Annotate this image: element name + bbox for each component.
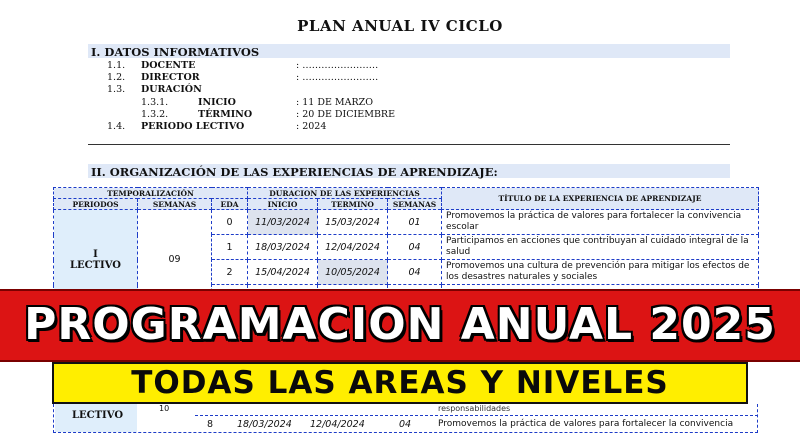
titulo-cell: Promovemos una cultura de prevención para mitigar los efectos de los desastres naturales y sociales	[442, 260, 759, 285]
datos-label-termino: TÉRMINO	[198, 109, 253, 120]
semanas-dur-cell: 04	[388, 235, 442, 260]
separator-line	[88, 144, 730, 145]
lower-eda: 8	[207, 419, 214, 430]
termino-cell: 15/03/2024	[318, 210, 388, 235]
lower-fragment-text: responsabilidades	[438, 404, 511, 413]
termino-cell: 12/04/2024	[318, 235, 388, 260]
datos-value-periodo: : 2024	[296, 121, 327, 132]
periodo-cell: I LECTIVO	[54, 210, 138, 310]
datos-value-director: : ……………………	[296, 72, 379, 83]
header-inicio: INICIO	[248, 199, 318, 210]
lower-row-divider	[195, 415, 758, 416]
inicio-cell: 18/03/2024	[248, 235, 318, 260]
datos-num-3: 1.3.	[107, 84, 126, 95]
lower-semanas-value: 10	[159, 404, 170, 413]
header-titulo: TÍTULO DE LA EXPERIENCIA DE APRENDIZAJE	[442, 188, 759, 210]
datos-label-inicio: INICIO	[198, 97, 236, 108]
lower-periodo-label: LECTIVO	[72, 410, 124, 421]
datos-label-duracion: DURACIÓN	[141, 84, 202, 95]
eda-cell: 1	[212, 235, 248, 260]
table-group-header-row	[54, 188, 759, 199]
semanas-cell: 09	[138, 210, 212, 310]
table-row	[54, 210, 759, 235]
datos-value-termino: : 20 DE DICIEMBRE	[296, 109, 396, 120]
section2-heading: II. ORGANIZACIÓN DE LAS EXPERIENCIAS DE APRENDIZAJE:	[91, 165, 498, 179]
datos-label-director: DIRECTOR	[141, 72, 200, 83]
datos-num-31: 1.3.1.	[141, 97, 169, 108]
datos-value-docente: : ……………………	[296, 60, 379, 71]
datos-num-32: 1.3.2.	[141, 109, 169, 120]
eda-cell: 0	[212, 210, 248, 235]
header-eda: EDA	[212, 199, 248, 210]
inicio-cell: 15/04/2024	[248, 260, 318, 285]
datos-label-docente: DOCENTE	[141, 60, 196, 71]
banner-subtitle: TODAS LAS AREAS Y NIVELES	[131, 365, 669, 401]
header-termino: TERMINO	[318, 199, 388, 210]
datos-num-4: 1.4.	[107, 121, 126, 132]
header-semanas-dur: SEMANAS	[388, 199, 442, 210]
titulo-cell: Promovemos la práctica de valores para fortalecer la convivencia escolar	[442, 210, 759, 235]
eda-cell: 2	[212, 260, 248, 285]
lower-termino: 12/04/2024	[310, 419, 365, 430]
document-title: PLAN ANUAL IV CICLO	[297, 17, 503, 35]
datos-value-inicio: : 11 DE MARZO	[296, 97, 374, 108]
lower-semanas-dur: 04	[399, 419, 412, 430]
semanas-dur-cell: 01	[388, 210, 442, 235]
semanas-dur-cell: 04	[388, 260, 442, 285]
datos-label-periodo: PERIODO LECTIVO	[141, 121, 245, 132]
header-duracion: DURACION DE LAS EXPERIENCIAS	[248, 188, 442, 199]
termino-cell: 10/05/2024	[318, 260, 388, 285]
lower-titulo: Promovemos la práctica de valores para fortalecer la convivencia	[438, 419, 734, 429]
inicio-cell: 11/03/2024	[248, 210, 318, 235]
datos-num-1: 1.1.	[107, 60, 126, 71]
section1-heading: I. DATOS INFORMATIVOS	[91, 45, 260, 59]
header-temporalizacion: TEMPORALIZACIÓN	[54, 188, 248, 199]
header-semanas: SEMANAS	[138, 199, 212, 210]
lower-inicio: 18/03/2024	[237, 419, 292, 430]
banner-main-title: PROGRAMACION ANUAL 2025	[24, 299, 776, 350]
datos-num-2: 1.2.	[107, 72, 126, 83]
titulo-cell: Participamos en acciones que contribuyan al cuidado integral de la salud	[442, 235, 759, 260]
header-periodos: PERIODOS	[54, 199, 138, 210]
